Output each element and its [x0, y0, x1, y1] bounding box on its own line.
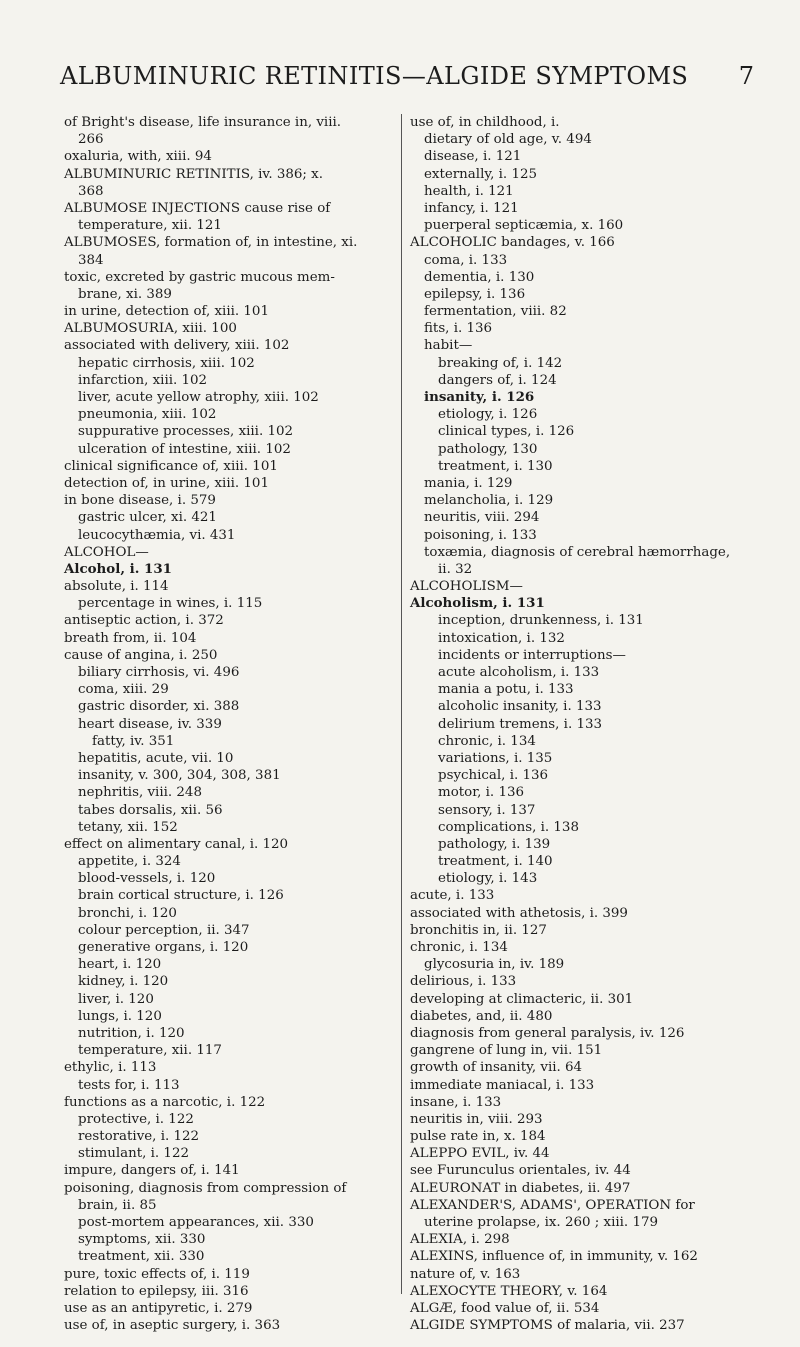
- index-entry: cause of angina, i. 250: [64, 647, 218, 663]
- index-entry: glycosuria in, iv. 189: [424, 957, 565, 973]
- index-entry: insane, i. 133: [410, 1094, 502, 1110]
- index-entry: ALBUMOSE INJECTIONS cause rise of: [64, 200, 331, 216]
- index-entry: intoxication, i. 132: [438, 630, 565, 646]
- index-entry: clinical types, i. 126: [438, 424, 575, 440]
- index-entry: ALEXINS, influence of, in immunity, v. 162: [410, 1249, 698, 1265]
- index-entry: health, i. 121: [424, 183, 514, 199]
- index-entry: of Bright's disease, life insurance in, viii.: [64, 115, 342, 130]
- index-entry: stimulant, i. 122: [78, 1146, 189, 1162]
- index-entry: poisoning, i. 133: [424, 527, 537, 543]
- index-entry: epilepsy, i. 136: [424, 286, 526, 302]
- index-entry: detection of, in urine, xiii. 101: [64, 475, 269, 491]
- index-entry: 266: [78, 132, 104, 148]
- index-entry: functions as a narcotic, i. 122: [64, 1094, 266, 1110]
- index-entry: liver, acute yellow atrophy, xiii. 102: [78, 390, 319, 405]
- index-entry: fatty, iv. 351: [92, 733, 175, 749]
- index-entry: fermentation, viii. 82: [424, 304, 567, 320]
- index-entry: brane, xi. 389: [78, 286, 172, 302]
- index-entry: habit—: [424, 338, 473, 354]
- index-entry: associated with delivery, xiii. 102: [64, 338, 290, 354]
- index-entry: hepatic cirrhosis, xiii. 102: [78, 355, 255, 371]
- index-entry: externally, i. 125: [424, 166, 538, 182]
- index-entry: percentage in wines, i. 115: [78, 596, 263, 612]
- index-entry: motor, i. 136: [438, 785, 524, 801]
- index-entry: brain cortical structure, i. 126: [78, 888, 284, 904]
- index-entry: inception, drunkenness, i. 131: [438, 613, 644, 629]
- index-entry: breath from, ii. 104: [64, 630, 197, 646]
- index-entry: in urine, detection of, xiii. 101: [64, 304, 269, 320]
- index-entry: toxic, excreted by gastric mucous mem-: [64, 269, 335, 285]
- index-entry: antiseptic action, i. 372: [64, 613, 224, 629]
- index-entry: kidney, i. 120: [78, 974, 169, 990]
- index-entry: pneumonia, xiii. 102: [78, 407, 217, 423]
- index-entry: diabetes, and, ii. 480: [410, 1008, 553, 1024]
- index-entry: generative organs, i. 120: [78, 940, 249, 955]
- index-entry: heart disease, iv. 339: [78, 716, 222, 732]
- index-entry: relation to epilepsy, iii. 316: [64, 1283, 249, 1299]
- index-entry: protective, i. 122: [78, 1111, 194, 1127]
- index-entry: ALBUMINURIC RETINITIS, iv. 386; x.: [64, 166, 323, 182]
- index-entry: ii. 32: [438, 561, 473, 577]
- index-entry: hepatitis, acute, vii. 10: [78, 750, 234, 766]
- index-entry: mania, i. 129: [424, 475, 513, 491]
- index-entry: sensory, i. 137: [438, 802, 536, 818]
- index-entry: see Furunculus orientales, iv. 44: [410, 1163, 631, 1179]
- index-entry: ALCOHOLIC bandages, v. 166: [410, 235, 615, 251]
- index-entry: coma, i. 133: [424, 252, 508, 268]
- index-entry: chronic, i. 134: [410, 940, 508, 955]
- index-entry: treatment, i. 130: [438, 458, 553, 474]
- index-entry: tetany, xii. 152: [78, 819, 178, 835]
- index-entry: ethylic, i. 113: [64, 1060, 157, 1076]
- index-entry: ALCOHOLISM—: [410, 579, 523, 595]
- index-entry: tests for, i. 113: [78, 1077, 180, 1093]
- index-entry: use of, in aseptic surgery, i. 363: [64, 1318, 281, 1334]
- index-entry: psychical, i. 136: [438, 768, 549, 784]
- index-entry: nutrition, i. 120: [78, 1025, 185, 1041]
- index-entry: use as an antipyretic, i. 279: [64, 1300, 253, 1316]
- index-entry: nature of, v. 163: [410, 1266, 521, 1282]
- index-entry: incidents or interruptions—: [438, 647, 626, 663]
- index-entry: treatment, i. 140: [438, 854, 553, 870]
- index-entry: post-mortem appearances, xii. 330: [78, 1215, 314, 1230]
- index-entry: biliary cirrhosis, vi. 496: [78, 665, 240, 680]
- index-entry: bronchi, i. 120: [78, 905, 177, 921]
- index-entry: suppurative processes, xiii. 102: [78, 424, 294, 440]
- index-entry: complications, i. 138: [438, 819, 579, 835]
- index-entry: in bone disease, i. 579: [64, 493, 216, 509]
- index-entry: impure, dangers of, i. 141: [64, 1163, 240, 1179]
- index-entry: use of, in childhood, i.: [410, 115, 560, 130]
- index-entry: ALEPPO EVIL, iv. 44: [410, 1146, 550, 1162]
- index-entry: delirious, i. 133: [410, 974, 517, 990]
- index-entry: heart, i. 120: [78, 957, 162, 973]
- index-entry: clinical significance of, xiii. 101: [64, 458, 278, 474]
- index-entry: oxaluria, with, xiii. 94: [64, 149, 212, 165]
- index-entry: associated with athetosis, i. 399: [410, 905, 628, 921]
- index-entry: ALEXOCYTE THEORY, v. 164: [410, 1283, 608, 1299]
- index-entry: infarction, xiii. 102: [78, 372, 208, 388]
- index-entry: growth of insanity, vii. 64: [410, 1060, 583, 1076]
- column-divider: [401, 114, 402, 1294]
- index-entry: neuritis, viii. 294: [424, 510, 540, 526]
- index-entry: bronchitis in, ii. 127: [410, 922, 547, 938]
- index-entry: chronic, i. 134: [438, 733, 536, 749]
- index-entry: variations, i. 135: [438, 750, 553, 766]
- index-entry: pure, toxic effects of, i. 119: [64, 1266, 250, 1282]
- index-entry: temperature, xii. 121: [78, 218, 222, 234]
- index-entry: diagnosis from general paralysis, iv. 126: [410, 1025, 685, 1041]
- index-entry: restorative, i. 122: [78, 1129, 200, 1145]
- index-entry: uterine prolapse, ix. 260 ; xiii. 179: [424, 1215, 659, 1230]
- index-entry: Alcoholism, i. 131: [410, 595, 545, 612]
- index-entry: leucocythæmia, vi. 431: [78, 527, 236, 543]
- index-entry: ALGÆ, food value of, ii. 534: [410, 1300, 600, 1316]
- index-entry: ALEURONAT in diabetes, ii. 497: [410, 1180, 631, 1196]
- index-entry: toxæmia, diagnosis of cerebral hæmorrhage,: [424, 544, 731, 560]
- index-entry: treatment, xii. 330: [78, 1249, 205, 1265]
- index-entry: gastric ulcer, xi. 421: [78, 510, 217, 526]
- index-entry: temperature, xii. 117: [78, 1043, 222, 1059]
- index-entry: dementia, i. 130: [424, 269, 535, 285]
- index-entry: poisoning, diagnosis from compression of: [64, 1180, 347, 1196]
- index-entry: symptoms, xii. 330: [78, 1232, 206, 1248]
- running-title: ALBUMINURIC RETINITIS—ALGIDE SYMPTOMS: [60, 62, 689, 90]
- left-column: [64, 114, 394, 1334]
- index-entry: delirium tremens, i. 133: [438, 716, 603, 732]
- index-entry: ALEXANDER'S, ADAMS', OPERATION for: [410, 1197, 695, 1213]
- index-entry: insanity, v. 300, 304, 308, 381: [78, 768, 281, 784]
- index-entry: dangers of, i. 124: [438, 372, 557, 388]
- index-entry: developing at climacteric, ii. 301: [410, 991, 634, 1007]
- index-entry: appetite, i. 324: [78, 854, 181, 870]
- index-entry: tabes dorsalis, xii. 56: [78, 802, 223, 818]
- index-entry: pathology, i. 139: [438, 836, 551, 852]
- index-entry: ALEXIA, i. 298: [410, 1232, 510, 1248]
- index-entry: insanity, i. 126: [424, 389, 535, 405]
- index-entry: ALGIDE SYMPTOMS of malaria, vii. 237: [410, 1318, 685, 1334]
- index-entry: ALCOHOL—: [64, 544, 149, 560]
- index-entry: melancholia, i. 129: [424, 493, 554, 509]
- index-entry: fits, i. 136: [424, 321, 493, 337]
- index-entry: immediate maniacal, i. 133: [410, 1077, 595, 1093]
- index-entry: ALBUMOSURIA, xiii. 100: [64, 321, 237, 337]
- index-entry: Alcohol, i. 131: [64, 560, 173, 577]
- index-entry: etiology, i. 143: [438, 871, 538, 887]
- page-number: 7: [738, 62, 754, 90]
- index-entry: disease, i. 121: [424, 149, 522, 165]
- index-entry: effect on alimentary canal, i. 120: [64, 836, 289, 852]
- index-entry: etiology, i. 126: [438, 407, 538, 423]
- index-entry: brain, ii. 85: [78, 1197, 157, 1213]
- index-entry: nephritis, viii. 248: [78, 785, 202, 801]
- index-entry: puerperal septicæmia, x. 160: [424, 218, 624, 234]
- index-entry: 368: [78, 183, 104, 199]
- right-column: [410, 114, 774, 1334]
- index-entry: pathology, 130: [438, 441, 538, 457]
- index-entry: dietary of old age, v. 494: [424, 132, 592, 148]
- index-entry: coma, xiii. 29: [78, 682, 169, 698]
- index-entry: gangrene of lung in, vii. 151: [410, 1043, 603, 1059]
- index-entry: lungs, i. 120: [78, 1008, 162, 1024]
- index-entry: ALBUMOSES, formation of, in intestine, xi.: [64, 235, 358, 251]
- index-entry: blood-vessels, i. 120: [78, 871, 216, 887]
- index-entry: mania a potu, i. 133: [438, 682, 574, 698]
- index-entry: alcoholic insanity, i. 133: [438, 699, 602, 715]
- index-entry: absolute, i. 114: [64, 579, 169, 595]
- index-entry: liver, i. 120: [78, 991, 154, 1007]
- index-entry: gastric disorder, xi. 388: [78, 699, 240, 715]
- page-header: [0, 62, 800, 102]
- index-entry: infancy, i. 121: [424, 200, 519, 216]
- index-entry: 384: [78, 252, 104, 268]
- index-entry: neuritis in, viii. 293: [410, 1111, 543, 1127]
- index-entry: pulse rate in, x. 184: [410, 1129, 546, 1145]
- index-entry: colour perception, ii. 347: [78, 922, 250, 938]
- index-entry: acute alcoholism, i. 133: [438, 665, 600, 680]
- index-entry: acute, i. 133: [410, 888, 495, 904]
- index-entry: breaking of, i. 142: [438, 355, 563, 371]
- index-entry: ulceration of intestine, xiii. 102: [78, 441, 291, 457]
